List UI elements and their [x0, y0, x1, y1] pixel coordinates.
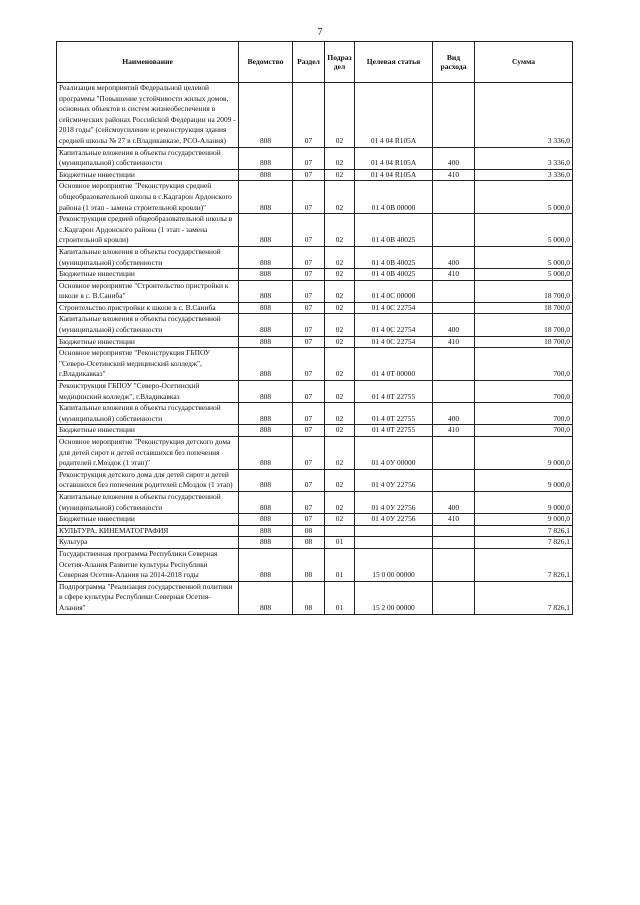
header-target: Целевая статья	[355, 42, 433, 83]
row-name: Капитальные вложения в объекты государственной (муниципальной) собственности	[57, 314, 239, 336]
row-subsection: 02	[325, 425, 355, 437]
row-sum: 7 826,1	[475, 537, 573, 549]
row-target: 01 4 0У 22756	[355, 491, 433, 513]
row-subsection: 02	[325, 302, 355, 314]
row-sum: 700,0	[475, 425, 573, 437]
row-dept: 808	[239, 246, 293, 268]
row-section: 07	[293, 246, 325, 268]
row-sum: 3 336,0	[475, 147, 573, 169]
row-section: 07	[293, 169, 325, 181]
row-subsection: 02	[325, 147, 355, 169]
row-subsection: 02	[325, 214, 355, 247]
row-type	[433, 525, 475, 537]
row-subsection: 01	[325, 581, 355, 614]
row-subsection: 02	[325, 403, 355, 425]
row-target: 01 4 0В 40025	[355, 269, 433, 281]
row-dept: 808	[239, 581, 293, 614]
row-target: 01 4 0Т 00000	[355, 348, 433, 381]
header-name: Наименование	[57, 42, 239, 83]
row-dept: 808	[239, 381, 293, 403]
row-section: 08	[293, 525, 325, 537]
row-type: 410	[433, 336, 475, 348]
row-type: 400	[433, 246, 475, 268]
row-section: 07	[293, 302, 325, 314]
row-name: Бюджетные инвестиции	[57, 269, 239, 281]
row-type	[433, 469, 475, 491]
row-target: 01 4 0С 22754	[355, 302, 433, 314]
row-dept: 808	[239, 269, 293, 281]
row-name: Подпрограмма "Реализация государственной политики в сфере культуры Республики Северная Осетия-Алания"	[57, 581, 239, 614]
row-dept: 808	[239, 548, 293, 581]
row-section: 07	[293, 425, 325, 437]
row-target: 01 4 04 R105A	[355, 83, 433, 148]
row-name: Реализация мероприятий Федеральной целевой программы "Повышение устойчивости жилых домов, основных объектов и систем жизнеобеспечения в сейсмических районах Российской Федерации на 2009 - 2018 годы" (сейсмоусиление и реконструкция здания средней школы № 27 в г.Владикавказе, РСО-Алания)	[57, 83, 239, 148]
row-sum: 5 000,0	[475, 246, 573, 268]
row-subsection: 02	[325, 381, 355, 403]
row-dept: 808	[239, 169, 293, 181]
row-type: 400	[433, 314, 475, 336]
row-sum: 9 000,0	[475, 491, 573, 513]
row-type	[433, 537, 475, 549]
row-sum: 5 000,0	[475, 214, 573, 247]
row-name: Реконструкция ГБПОУ "Северо-Осетинский медицинский колледж", г.Владикавказ	[57, 381, 239, 403]
row-dept: 808	[239, 348, 293, 381]
row-dept: 808	[239, 314, 293, 336]
row-section: 07	[293, 469, 325, 491]
row-subsection: 02	[325, 83, 355, 148]
row-name: Основное мероприятие "Реконструкция средней общеобразовательной школы в с.Кадгарон Ардонского района (1 этап - замена строительной кровли)"	[57, 181, 239, 214]
table-row	[57, 83, 573, 148]
table-row	[57, 336, 573, 348]
row-subsection: 02	[325, 181, 355, 214]
row-dept: 808	[239, 336, 293, 348]
row-section: 08	[293, 548, 325, 581]
header-sum: Сумма	[475, 42, 573, 83]
row-target: 01 4 0В 40025	[355, 214, 433, 247]
row-sum: 700,0	[475, 403, 573, 425]
row-section: 07	[293, 348, 325, 381]
table-header-row	[57, 42, 573, 83]
row-subsection: 02	[325, 169, 355, 181]
table-row	[57, 348, 573, 381]
page-number: 7	[317, 27, 323, 38]
header-type: Вид расхода	[433, 42, 475, 83]
row-sum: 7 826,1	[475, 548, 573, 581]
row-section: 07	[293, 214, 325, 247]
row-type	[433, 302, 475, 314]
row-section: 08	[293, 581, 325, 614]
row-dept: 808	[239, 425, 293, 437]
row-section: 07	[293, 147, 325, 169]
row-subsection: 01	[325, 548, 355, 581]
row-dept: 808	[239, 514, 293, 526]
row-sum: 5 000,0	[475, 181, 573, 214]
row-type: 410	[433, 169, 475, 181]
row-subsection: 02	[325, 269, 355, 281]
row-section: 07	[293, 491, 325, 513]
row-sum: 9 000,0	[475, 514, 573, 526]
row-sum: 700,0	[475, 381, 573, 403]
header-subsection: Подраз дел	[325, 42, 355, 83]
row-type	[433, 348, 475, 381]
table-row	[57, 425, 573, 437]
header-section: Раздел	[293, 42, 325, 83]
row-subsection: 02	[325, 469, 355, 491]
row-dept: 808	[239, 403, 293, 425]
budget-table	[56, 41, 573, 615]
row-name: Бюджетные инвестиции	[57, 336, 239, 348]
row-name: Основное мероприятие "Реконструкция ГБПОУ "Северо-Осетинский медицинский колледж", г.Владикавказ"	[57, 348, 239, 381]
row-subsection: 02	[325, 280, 355, 302]
row-name: Культура	[57, 537, 239, 549]
table-row	[57, 302, 573, 314]
table-row	[57, 525, 573, 537]
row-target: 01 4 0Т 22755	[355, 403, 433, 425]
table-row	[57, 403, 573, 425]
row-type: 400	[433, 491, 475, 513]
row-section: 07	[293, 314, 325, 336]
row-type	[433, 581, 475, 614]
row-type: 410	[433, 514, 475, 526]
row-sum: 700,0	[475, 348, 573, 381]
row-type	[433, 181, 475, 214]
table-row	[57, 537, 573, 549]
table-row	[57, 214, 573, 247]
row-name: Бюджетные инвестиции	[57, 425, 239, 437]
row-sum: 3 336,0	[475, 83, 573, 148]
row-name: Основное мероприятие "Строительство пристройки к школе в с. В.Саниба"	[57, 280, 239, 302]
row-name: Капитальные вложения в объекты государственной (муниципальной) собственности	[57, 403, 239, 425]
row-subsection: 02	[325, 314, 355, 336]
row-subsection: 02	[325, 491, 355, 513]
row-name: Реконструкция средней общеобразовательной школы в с.Кадгарон Ардонского района (1 этап - замена строительной кровли)	[57, 214, 239, 247]
row-type: 400	[433, 147, 475, 169]
row-sum: 9 000,0	[475, 469, 573, 491]
table-row	[57, 491, 573, 513]
row-dept: 808	[239, 83, 293, 148]
table-row	[57, 181, 573, 214]
row-dept: 808	[239, 437, 293, 470]
row-type: 400	[433, 403, 475, 425]
table-row	[57, 246, 573, 268]
row-name: Капитальные вложения в объекты государственной (муниципальной) собственности	[57, 246, 239, 268]
row-target: 01 4 0У 22756	[355, 469, 433, 491]
row-type	[433, 83, 475, 148]
table-row	[57, 548, 573, 581]
row-section: 07	[293, 437, 325, 470]
row-name: Основное мероприятие "Реконструкция детского дома для детей сирот и детей оставшихся без попечения родителей г.Моздок (1 этап)"	[57, 437, 239, 470]
row-section: 07	[293, 514, 325, 526]
table-row	[57, 269, 573, 281]
row-target: 15 0 00 00000	[355, 548, 433, 581]
row-sum: 5 000,0	[475, 269, 573, 281]
row-sum: 9 000,0	[475, 437, 573, 470]
row-section: 07	[293, 381, 325, 403]
row-sum: 18 700,0	[475, 302, 573, 314]
row-dept: 808	[239, 469, 293, 491]
row-target	[355, 525, 433, 537]
row-sum: 18 700,0	[475, 314, 573, 336]
row-name: Реконструкция детского дома для детей сирот и детей оставшихся без попечения родителей г.Моздок (1 этап)	[57, 469, 239, 491]
table-row	[57, 314, 573, 336]
row-target: 01 4 04 R105A	[355, 169, 433, 181]
row-subsection	[325, 525, 355, 537]
row-section: 08	[293, 537, 325, 549]
row-sum: 3 336,0	[475, 169, 573, 181]
table-row	[57, 147, 573, 169]
row-section: 07	[293, 83, 325, 148]
row-dept: 808	[239, 302, 293, 314]
row-target	[355, 537, 433, 549]
row-subsection: 02	[325, 437, 355, 470]
row-section: 07	[293, 336, 325, 348]
row-target: 15 2 00 00000	[355, 581, 433, 614]
row-target: 01 4 0В 00000	[355, 181, 433, 214]
table-row	[57, 514, 573, 526]
row-target: 01 4 0С 00000	[355, 280, 433, 302]
row-type	[433, 280, 475, 302]
row-subsection: 02	[325, 336, 355, 348]
row-section: 07	[293, 280, 325, 302]
row-sum: 18 700,0	[475, 280, 573, 302]
row-section: 07	[293, 269, 325, 281]
row-subsection: 02	[325, 246, 355, 268]
row-section: 07	[293, 403, 325, 425]
row-target: 01 4 04 R105A	[355, 147, 433, 169]
row-name: КУЛЬТУРА, КИНЕМАТОГРАФИЯ	[57, 525, 239, 537]
table-row	[57, 280, 573, 302]
row-dept: 808	[239, 491, 293, 513]
row-type: 410	[433, 269, 475, 281]
row-target: 01 4 0В 40025	[355, 246, 433, 268]
row-dept: 808	[239, 181, 293, 214]
row-dept: 808	[239, 214, 293, 247]
table-row	[57, 581, 573, 614]
row-subsection: 02	[325, 514, 355, 526]
row-name: Бюджетные инвестиции	[57, 169, 239, 181]
table-row	[57, 469, 573, 491]
row-target: 01 4 0У 22756	[355, 514, 433, 526]
row-subsection: 01	[325, 537, 355, 549]
table-row	[57, 381, 573, 403]
table-row	[57, 437, 573, 470]
row-type: 410	[433, 425, 475, 437]
row-target: 01 4 0С 22754	[355, 314, 433, 336]
row-type	[433, 214, 475, 247]
row-sum: 18 700,0	[475, 336, 573, 348]
row-target: 01 4 0Т 22755	[355, 381, 433, 403]
row-sum: 7 826,1	[475, 581, 573, 614]
header-dept: Ведомство	[239, 42, 293, 83]
row-type	[433, 548, 475, 581]
row-dept: 808	[239, 525, 293, 537]
table-row	[57, 169, 573, 181]
row-target: 01 4 0Т 22755	[355, 425, 433, 437]
row-target: 01 4 0У 00000	[355, 437, 433, 470]
row-section: 07	[293, 181, 325, 214]
row-name: Государственная программа Республики Северная Осетия-Алания Развитие культуры Республики Северная Осетия-Алания на 2014-2018 годы	[57, 548, 239, 581]
row-sum: 7 826,1	[475, 525, 573, 537]
row-type	[433, 381, 475, 403]
row-name: Капитальные вложения в объекты государственной (муниципальной) собственности	[57, 491, 239, 513]
row-name: Капитальные вложения в объекты государственной (муниципальной) собственности	[57, 147, 239, 169]
row-dept: 808	[239, 280, 293, 302]
row-name: Бюджетные инвестиции	[57, 514, 239, 526]
row-name: Строительство пристройки к школе в с. В.Саниба	[57, 302, 239, 314]
row-subsection: 02	[325, 348, 355, 381]
row-type	[433, 437, 475, 470]
row-dept: 808	[239, 147, 293, 169]
row-target: 01 4 0С 22754	[355, 336, 433, 348]
row-dept: 808	[239, 537, 293, 549]
